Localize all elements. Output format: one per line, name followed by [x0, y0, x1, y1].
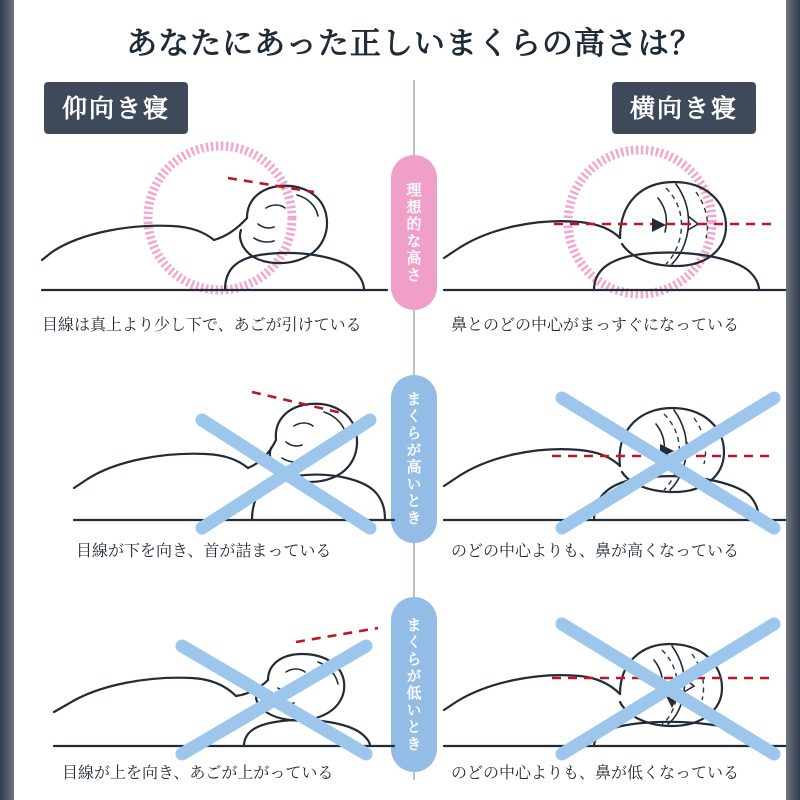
row-label-ideal: 理想的な高さ	[391, 155, 437, 310]
caption-supine-too-low: 目線が上を向き、あごが上がっている	[62, 763, 334, 782]
illustration-supine-too-high	[74, 368, 394, 533]
column-label-supine: 仰向き寝	[44, 82, 188, 134]
illustration-side-too-high	[444, 368, 789, 533]
row-label-too-low: まくらが低いとき	[391, 597, 437, 772]
illustration-supine-ideal	[42, 140, 387, 305]
page-title: あなたにあった正しいまくらの高さは？	[126, 26, 702, 62]
caption-side-too-low: のどの中心よりも、鼻が低くなっている	[451, 763, 740, 782]
illustration-supine-too-low	[54, 598, 394, 758]
caption-supine-too-high: 目線が下を向き、首が詰まっている	[76, 541, 332, 560]
illustration-side-too-low	[444, 598, 789, 758]
caption-side-too-high: のどの中心よりも、鼻が高くなっている	[451, 541, 740, 560]
row-label-too-high: まくらが高いとき	[391, 375, 437, 543]
column-label-side: 横向き寝	[612, 82, 756, 134]
caption-supine-ideal: 目線は真上より少し下で、あごが引けている	[42, 315, 362, 334]
caption-side-ideal: 鼻とのどの中心がまっすぐになっている	[451, 315, 740, 334]
illustration-side-ideal	[444, 140, 789, 305]
